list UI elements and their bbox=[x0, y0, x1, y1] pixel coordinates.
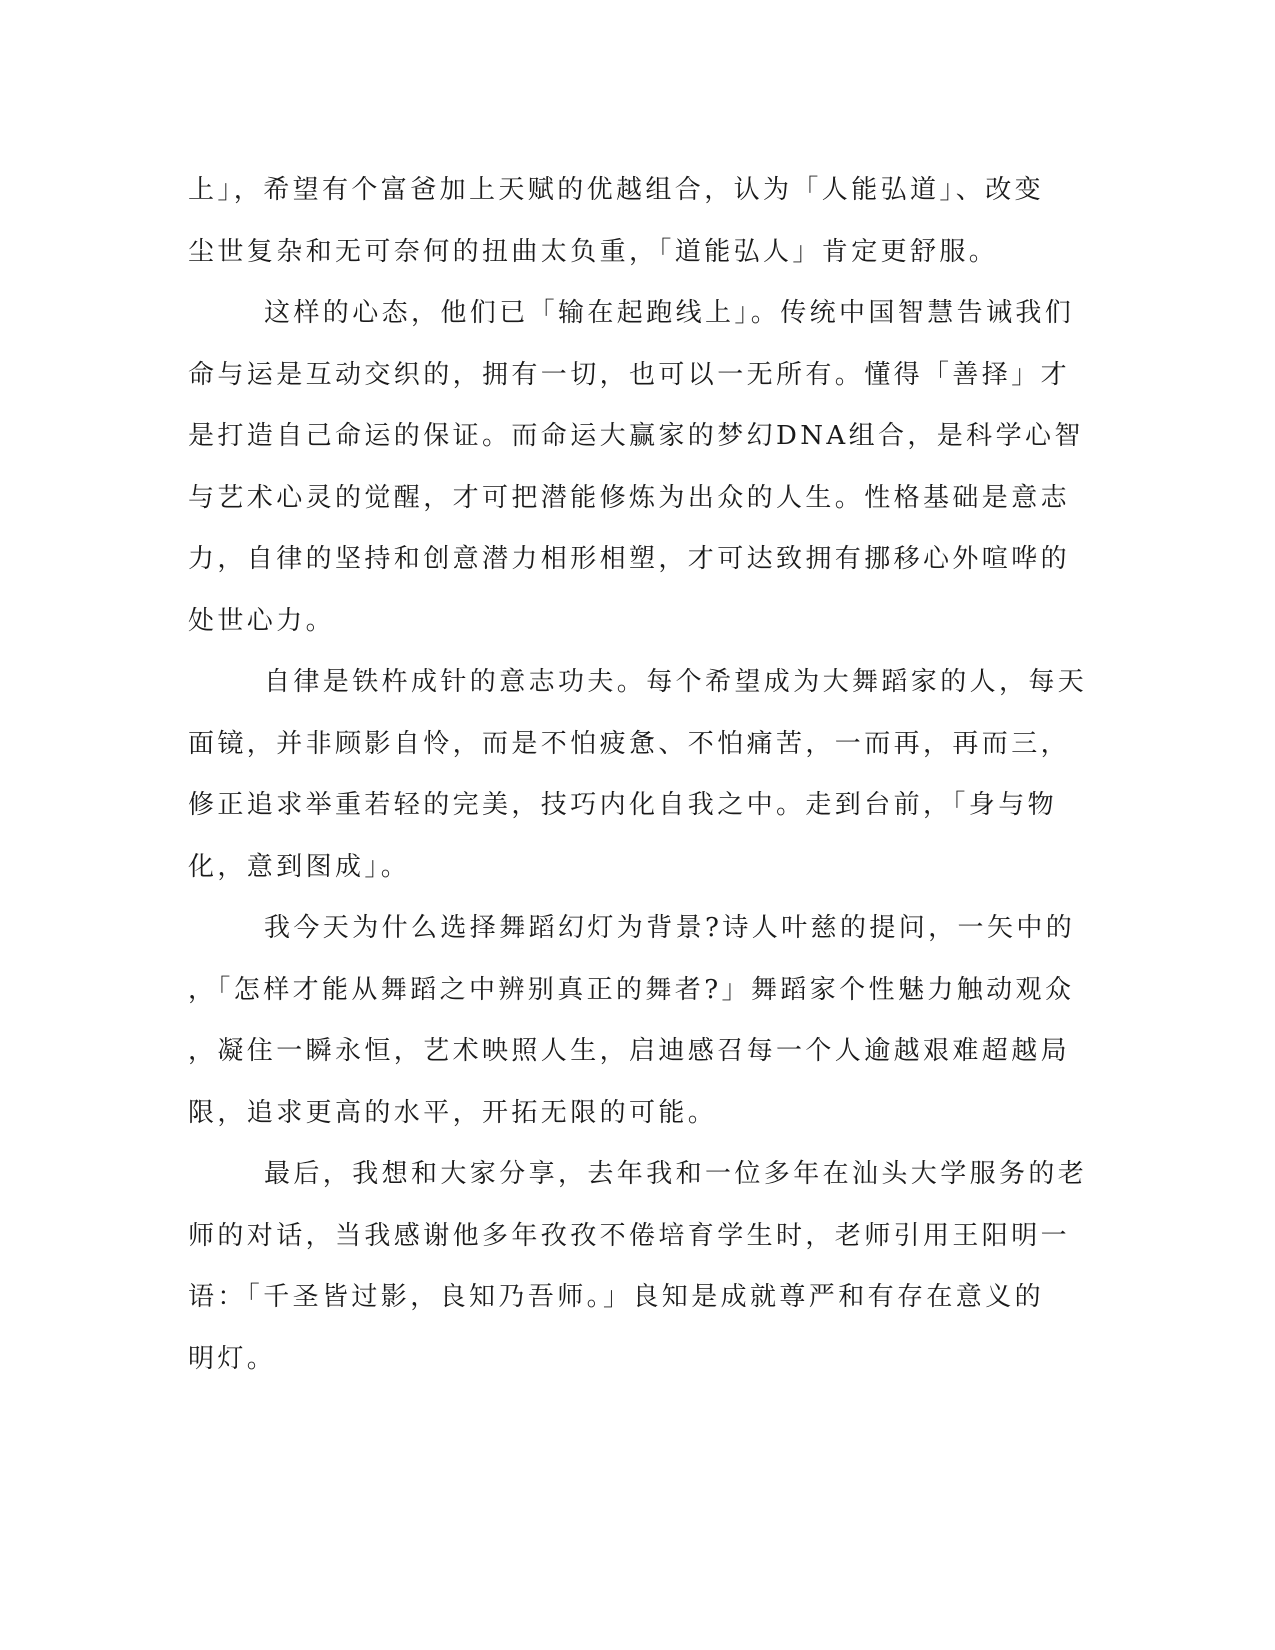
text-line: 是打造自己命运的保证。而命运大赢家的梦幻DNA组合，是科学心智 bbox=[188, 421, 1084, 451]
text-line: 限，追求更高的水平，开拓无限的可能。 bbox=[188, 1097, 718, 1128]
text-line: 语：「千圣皆过影，良知乃吾师。」良知是成就尊严和有存在意义的 bbox=[188, 1282, 1045, 1312]
text-line: 命与运是互动交织的，拥有一切，也可以一无所有。懂得「善择」才 bbox=[188, 359, 1071, 390]
text-line: 化，意到图成」。 bbox=[188, 851, 411, 882]
text-line: ，凝住一瞬永恒，艺术映照人生，启迪感召每一个人逾越艰难超越局 bbox=[188, 1036, 1071, 1066]
text-line: 尘世复杂和无可奈何的扭曲太负重，「道能弘人」肯定更舒服。 bbox=[188, 236, 999, 267]
text-line: 最后，我想和大家分享，去年我和一位多年在汕头大学服务的老 bbox=[264, 1159, 1088, 1189]
text-line: 我今天为什么选择舞蹈幻灯为背景?诗人叶慈的提问，一矢中的 bbox=[264, 913, 1076, 943]
text-line: 师的对话，当我感谢他多年孜孜不倦培育学生时，老师引用王阳明一 bbox=[188, 1220, 1071, 1251]
text-line: 修正追求举重若轻的完美，技巧内化自我之中。走到台前，「身与物 bbox=[188, 790, 1058, 820]
text-line: 上」，希望有个富爸加上天赋的优越组合，认为「人能弘道」、改变 bbox=[188, 175, 1045, 205]
text-line: 力，自律的坚持和创意潜力相形相塑，才可达致拥有挪移心外喧哗的 bbox=[188, 544, 1071, 574]
text-line: ，「怎样才能从舞蹈之中辨别真正的舞者?」舞蹈家个性魅力触动观众 bbox=[188, 974, 1075, 1005]
text-line: 明灯。 bbox=[188, 1343, 277, 1374]
body-text bbox=[188, 160, 1088, 1390]
text-line: 这样的心态，他们已「输在起跑线上」。传统中国智慧告诫我们 bbox=[264, 298, 1075, 328]
text-line: 处世心力。 bbox=[188, 605, 336, 636]
text-line: 面镜，并非顾影自怜，而是不怕疲惫、不怕痛苦，一而再，再而三， bbox=[188, 728, 1071, 759]
text-line: 自律是铁杵成针的意志功夫。每个希望成为大舞蹈家的人，每天 bbox=[264, 667, 1088, 697]
text-line: 与艺术心灵的觉醒，才可把潜能修炼为出众的人生。性格基础是意志 bbox=[188, 482, 1071, 513]
